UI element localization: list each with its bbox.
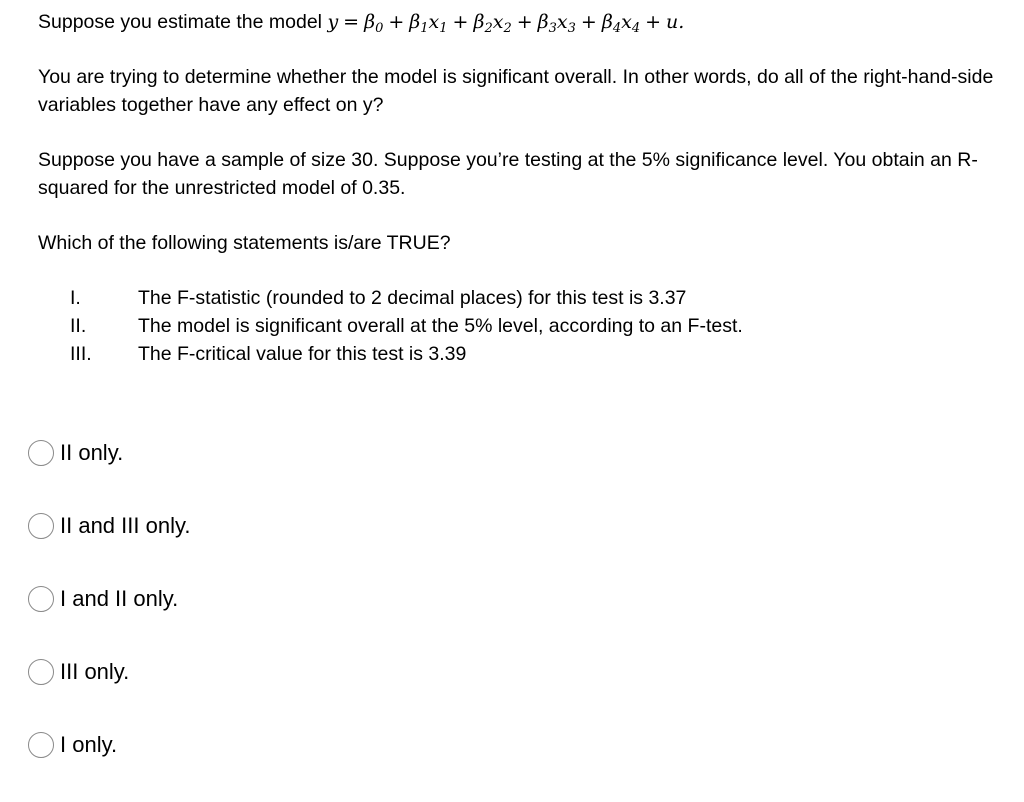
term-1-var-sub: 1 (439, 21, 448, 36)
option-label[interactable]: II only. (60, 440, 124, 465)
term-3-var-sub: 3 (567, 21, 576, 36)
radio-button[interactable] (28, 513, 54, 539)
term-3-var: x (556, 11, 568, 33)
option-label[interactable]: I and II only. (60, 586, 179, 611)
statement-text: The model is significant overall at the 5% level, according to an F-test. (138, 315, 743, 337)
equation-lhs: y (327, 11, 339, 33)
option-label[interactable]: III only. (60, 659, 130, 684)
answer-option-iii-only[interactable] (28, 656, 190, 688)
model-equation (327, 11, 685, 36)
term-1-coef: β (409, 11, 421, 33)
objective-paragraph: You are trying to determine whether the model is significant overall. In other words, do all of the right-hand-side variables together have any effect on y? (38, 66, 994, 116)
statement-text: The F-critical value for this test is 3.39 (138, 343, 467, 365)
term-4-coef-sub: 4 (612, 21, 622, 36)
term-1-var: x (428, 11, 440, 33)
term-2-coef: β (473, 11, 485, 33)
radio-button[interactable] (28, 440, 54, 466)
term-4-var: x (621, 11, 632, 33)
term-3-coef: β (537, 11, 549, 33)
plus-sign: + (516, 11, 533, 33)
plus-sign: + (645, 11, 662, 33)
term-2-var: x (492, 11, 504, 33)
equation-period: . (678, 11, 685, 33)
term-4-var-sub: 4 (631, 21, 641, 36)
answer-option-i-only[interactable] (28, 729, 190, 761)
intro-text: Suppose you estimate the model (38, 11, 323, 33)
model-paragraph (38, 8, 998, 36)
term-1-coef-sub: 1 (420, 21, 429, 36)
statement-numeral: III. (70, 343, 92, 365)
equation-equals: = (343, 11, 360, 33)
statement-text: The F-statistic (rounded to 2 decimal places) for this test is 3.37 (138, 287, 687, 309)
plus-sign: + (452, 11, 469, 33)
term-0-coef: β (364, 11, 376, 33)
plus-sign: + (388, 11, 405, 33)
term-4-coef: β (601, 11, 613, 33)
term-2-coef-sub: 2 (484, 21, 493, 36)
question-body (38, 8, 998, 368)
answer-options (28, 437, 190, 802)
statement-numeral: II. (70, 315, 87, 337)
answer-option-ii-and-iii-only[interactable] (28, 510, 190, 542)
option-label[interactable]: II and III only. (60, 513, 191, 538)
statement-item (38, 312, 998, 340)
option-label[interactable]: I only. (60, 732, 118, 757)
statement-list (38, 284, 998, 368)
radio-button[interactable] (28, 586, 54, 612)
radio-button[interactable] (28, 732, 54, 758)
statement-numeral: I. (70, 287, 81, 309)
answer-option-ii-only[interactable] (28, 437, 190, 469)
radio-button[interactable] (28, 659, 54, 685)
sample-paragraph: Suppose you have a sample of size 30. Suppose you’re testing at the 5% significance level. You obtain an R-squared for the unrestricted model of 0.35. (38, 149, 978, 199)
answer-option-i-and-ii-only[interactable] (28, 583, 190, 615)
term-0-coef-sub: 0 (375, 21, 384, 36)
statement-item (38, 340, 998, 368)
term-3-coef-sub: 3 (548, 21, 557, 36)
error-term: u (666, 11, 679, 33)
statement-item (38, 284, 998, 312)
plus-sign: + (580, 11, 597, 33)
question-prompt: Which of the following statements is/are TRUE? (38, 232, 451, 254)
term-2-var-sub: 2 (503, 21, 512, 36)
